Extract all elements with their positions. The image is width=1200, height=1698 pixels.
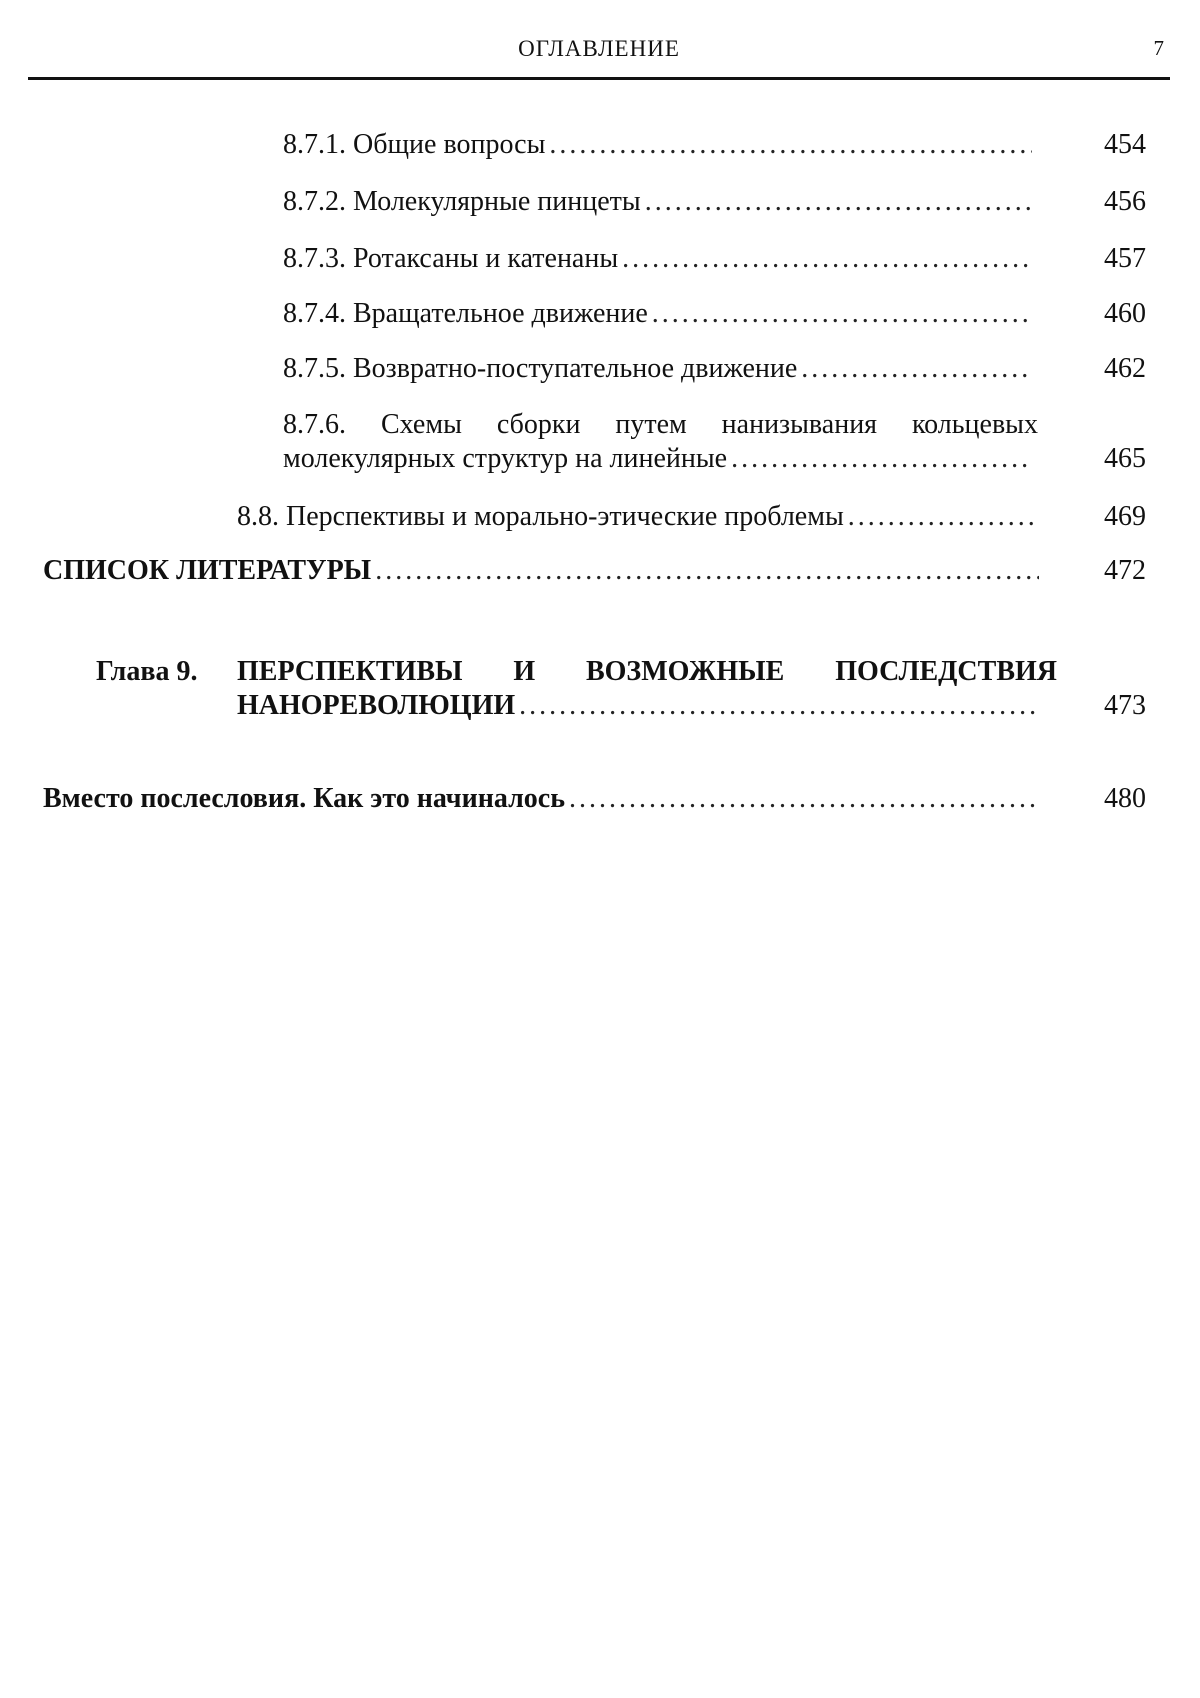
leader-dots [569,782,1039,816]
toc-entry-title: 8.7.2. Молекулярные пинцеты [283,186,641,217]
toc-entry-title: 8.7.1. Общие вопросы [283,129,546,160]
header-rule [28,77,1170,80]
toc-entry-page: 460 [1104,298,1146,329]
chapter-label: Глава 9. [96,656,198,687]
toc-entry[interactable] [237,500,1045,534]
toc-entry-title: 8.7.4. Вращательное движение [283,298,648,329]
leader-dots [645,185,1032,219]
toc-entry-title: СПИСОК ЛИТЕРАТУРЫ [43,555,372,586]
toc-entry[interactable] [283,408,1038,476]
toc-entry[interactable] [283,242,1038,276]
header-page-number: 7 [1153,36,1164,60]
running-header [28,28,1170,80]
leader-dots [622,242,1032,276]
toc-entry-page: 473 [1104,690,1146,721]
toc-entry-page: 465 [1104,443,1146,474]
leader-dots [848,500,1039,534]
toc-entry-title-line1: 8.7.6. Схемы сборки путем нанизывания кольцевых [283,409,1038,440]
toc-entry-title: Вместо послесловия. Как это начиналось [43,783,566,814]
toc-entry-title: 8.7.5. Возвратно-поступательное движение [283,353,798,384]
toc-entry-chapter[interactable] [237,655,1057,723]
toc-entry[interactable] [283,185,1038,219]
toc-entry-page: 480 [1104,783,1146,814]
leader-dots [801,352,1032,386]
toc-entry-page: 469 [1104,501,1146,532]
toc-entry[interactable] [283,128,1038,162]
toc-entry-page: 472 [1104,555,1146,586]
toc-entry-afterword[interactable] [43,782,1045,816]
toc-entry-title-line2: НАНОРЕВОЛЮЦИИ [237,690,516,721]
leader-dots [519,689,1039,723]
toc-entry-title-line1: ПЕРСПЕКТИВЫ И ВОЗМОЖНЫЕ ПОСЛЕДСТВИЯ [237,656,1057,687]
header-title: ОГЛАВЛЕНИЕ [518,36,680,61]
toc-entry-title: 8.8. Перспективы и морально-этические проблемы [237,501,844,532]
leader-dots [731,442,1032,476]
toc-entry-page: 454 [1104,129,1146,160]
leader-dots [549,128,1032,162]
toc-entry-title: 8.7.3. Ротаксаны и катенаны [283,243,619,274]
toc-entry-page: 457 [1104,243,1146,274]
toc-entry[interactable] [283,297,1038,331]
toc-entry-bibliography[interactable] [43,554,1045,588]
leader-dots [652,297,1032,331]
toc-entry-page: 456 [1104,186,1146,217]
toc-entry-title-line2: молекулярных структур на линейные [283,443,728,474]
toc-entry[interactable] [283,352,1038,386]
toc-entry-page: 462 [1104,353,1146,384]
leader-dots [375,554,1039,588]
